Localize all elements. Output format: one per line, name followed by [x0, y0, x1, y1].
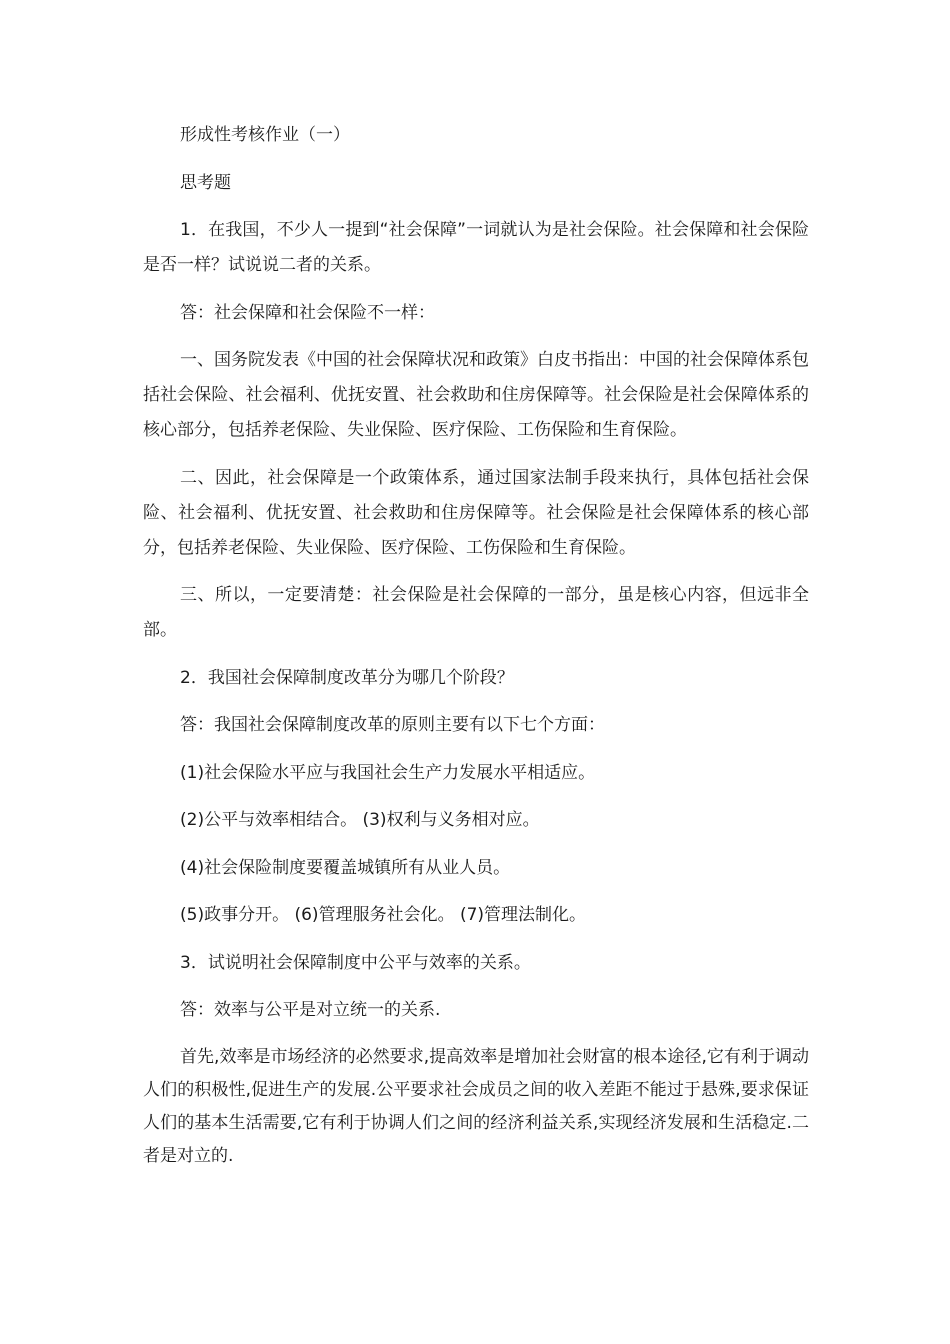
question-3: 3．试说明社会保障制度中公平与效率的关系。 [180, 952, 531, 973]
section-heading: 思考题 [180, 172, 231, 193]
answer-1-point-3: 三、所以，一定要清楚：社会保险是社会保障的一部分，虽是核心内容，但远非全部。 [143, 585, 809, 640]
answer-2-item-2-3: (2)公平与效率相结合。 (3)权利与义务相对应。 [180, 810, 540, 830]
answer-2-item-5-7: (5)政事分开。 (6)管理服务社会化。 (7)管理法制化。 [180, 905, 587, 925]
document-title: 形成性考核作业（一） [180, 125, 350, 145]
answer-1-point-2: 二、因此，社会保障是一个政策体系，通过国家法制手段来执行，具体包括社会保险、社会福利、优抚安置、社会救助和住房保障等。社会保险是社会保障体系的核心部分，包括养老保险、失业保险、医疗保险、工伤保险和生育保险。 [143, 467, 809, 558]
question-1: 1．在我国，不少人一提到“社会保障”一词就认为是社会保险。社会保障和社会保险是否一样？试说说二者的关系。 [143, 220, 809, 275]
question-2: 2．我国社会保障制度改革分为哪几个阶段？ [180, 667, 514, 688]
answer-2-item-1: (1)社会保险水平应与我国社会生产力发展水平相适应。 [180, 762, 596, 783]
answer-2-item-4: (4)社会保险制度要覆盖城镇所有从业人员。 [180, 857, 511, 878]
answer-3-intro: 答：效率与公平是对立统一的关系. [180, 1000, 441, 1020]
answer-1-intro: 答：社会保障和社会保险不一样： [180, 302, 435, 323]
document-body [143, 118, 809, 1183]
answer-1-point-1: 一、国务院发表《中国的社会保障状况和政策》白皮书指出：中国的社会保障体系包括社会保险、社会福利、优抚安置、社会救助和住房保障等。社会保险是社会保障体系的核心部分，包括养老保险、失业保险、医疗保险、工伤保险和生育保险。 [143, 350, 809, 440]
answer-3-paragraph: 首先,效率是市场经济的必然要求,提高效率是增加社会财富的根本途径,它有利于调动人们的积极性,促进生产的发展.公平要求社会成员之间的收入差距不能过于悬殊,要求保证人们的基本生活需要,它有利于协调人们之间的经济利益关系,实现经济发展和生活稳定.二者是对立的. [143, 1046, 809, 1166]
answer-2-intro: 答：我国社会保障制度改革的原则主要有以下七个方面： [180, 715, 605, 735]
